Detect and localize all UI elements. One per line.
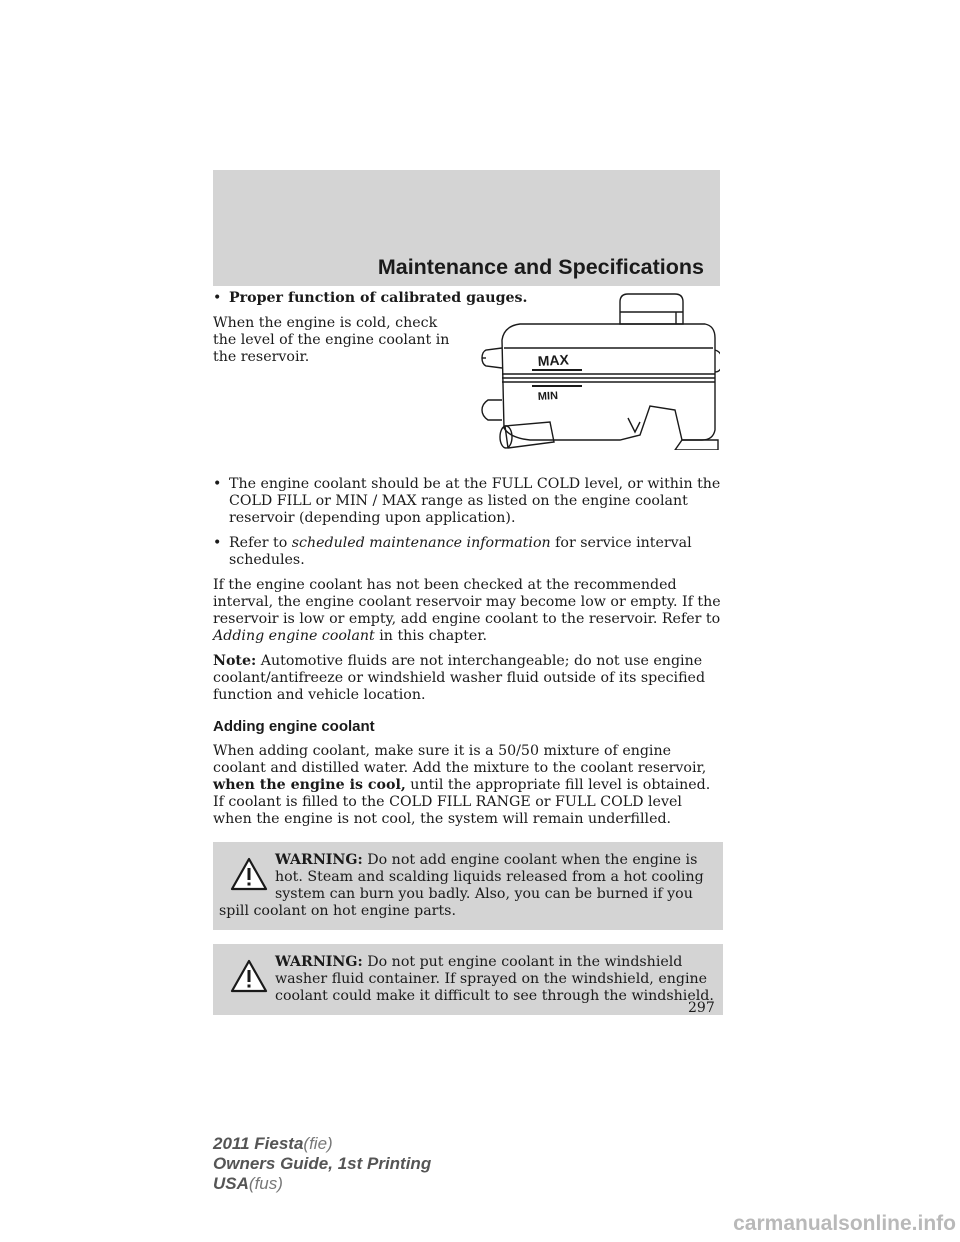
- list-item: • Refer to scheduled maintenance information for service interval schedules.: [213, 535, 723, 569]
- note-label: Note:: [213, 653, 257, 669]
- bullet-coolant-level: The engine coolant should be at the FULL COLD level, or within the COLD FILL or MIN / MAX range as listed on the engine coolant reservoir (depending upon application).: [229, 476, 721, 526]
- section-title: Maintenance and Specifications: [377, 255, 704, 279]
- warning-label: WARNING:: [275, 954, 363, 970]
- section-header: [213, 170, 720, 286]
- footer-printing-info: 2011 Fiesta(fie) Owners Guide, 1st Printing USA(fus): [213, 1134, 432, 1193]
- warning-box: [213, 842, 723, 930]
- min-label: MIN: [537, 389, 559, 403]
- warning-text: Do not put engine coolant in the windshield washer fluid container. If sprayed on the windshield, engine coolant could make it difficult to see through the windshield.: [275, 954, 714, 1004]
- section-heading: Adding engine coolant: [213, 718, 375, 735]
- reference-adding-coolant: Adding engine coolant: [213, 628, 375, 644]
- max-label: MAX: [537, 351, 570, 369]
- bullet-refer: Refer to scheduled maintenance information for service interval schedules.: [229, 535, 692, 568]
- page-number: 297: [688, 1000, 715, 1016]
- warning-label: WARNING:: [275, 852, 363, 868]
- watermark: carmanualsonline.info: [733, 1212, 956, 1235]
- warning-triangle-icon: [229, 958, 269, 994]
- paragraph-interval: If the engine coolant has not been checked at the recommended interval, the engine coolant reservoir may become low or empty. If the reservoir is low or empty, add engine coolant to the reservoir. Refer to Adding engine coolant in this chapter.: [213, 577, 721, 644]
- warning-box: [213, 944, 723, 1015]
- note-paragraph: Note: Automotive fluids are not interchangeable; do not use engine coolant/antifreeze or windshield washer fluid outside of its specified function and vehicle location.: [213, 653, 706, 703]
- reference-link: scheduled maintenance information: [291, 535, 551, 551]
- warning-text: Do not add engine coolant when the engine is hot. Steam and scalding liquids released from a hot cooling system can burn you badly. Also, you can be burned if you spill coolant on hot engine parts.: [219, 852, 704, 919]
- intro-paragraph: When the engine is cold, check the level of the engine coolant in the reservoir.: [213, 315, 450, 365]
- list-item: • The engine coolant should be at the FULL COLD level, or within the COLD FILL or MIN / MAX range as listed on the engine coolant reservoir (depending upon application).: [213, 476, 723, 527]
- paragraph-adding: When adding coolant, make sure it is a 50/50 mixture of engine coolant and distilled water. Add the mixture to the coolant reservoir, when the engine is cool, until the appropriate fill level is obtained. If coolant is filled to the COLD FILL RANGE or FULL COLD level when the engine is not cool, the system will remain underfilled.: [213, 743, 711, 827]
- page-content: [213, 290, 723, 1027]
- list-item: • Proper function of calibrated gauges.: [213, 290, 723, 307]
- bullet-gauges: Proper function of calibrated gauges.: [229, 290, 528, 306]
- warning-triangle-icon: [229, 856, 269, 892]
